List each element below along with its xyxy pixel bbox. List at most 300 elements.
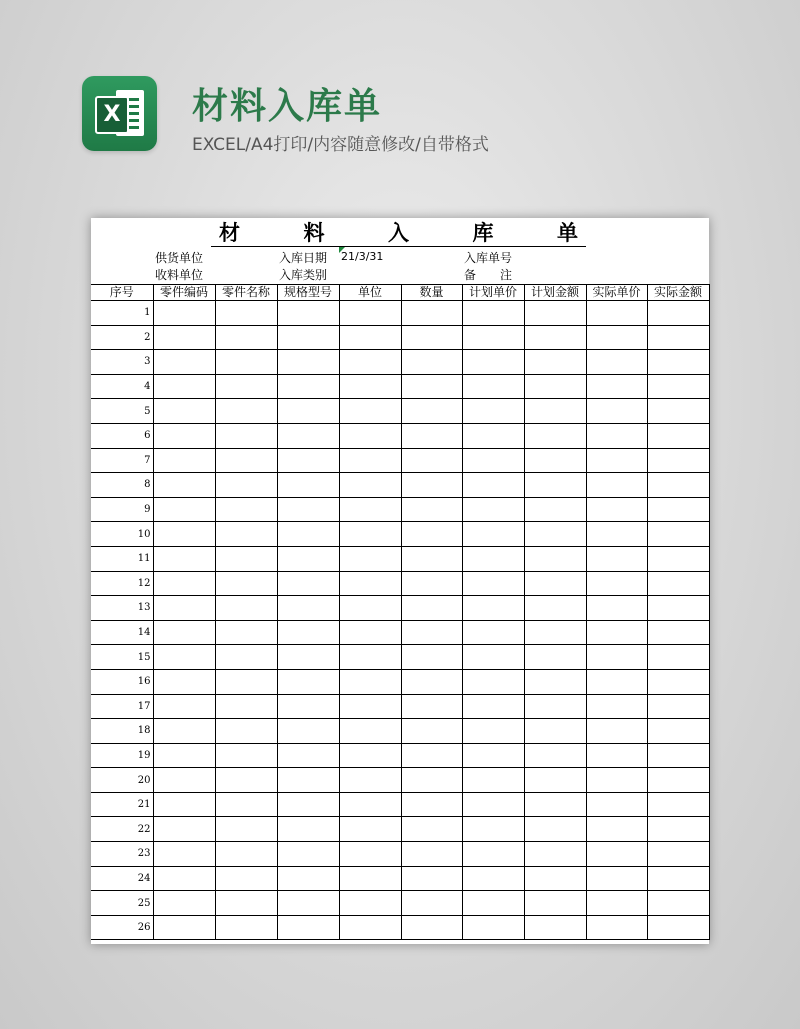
table-cell[interactable] bbox=[586, 350, 647, 375]
page-title: 材料入库单 bbox=[192, 86, 383, 127]
table-cell[interactable] bbox=[153, 301, 215, 326]
table-cell[interactable] bbox=[339, 719, 401, 744]
table-cell[interactable] bbox=[339, 866, 401, 891]
table-cell[interactable] bbox=[524, 571, 586, 596]
table-cell[interactable] bbox=[524, 325, 586, 350]
table-cell[interactable] bbox=[647, 817, 709, 842]
row-number-cell[interactable]: 8 bbox=[91, 473, 153, 498]
row-number-cell[interactable]: 19 bbox=[91, 743, 153, 768]
column-header: 单位 bbox=[339, 285, 401, 301]
row-number-cell[interactable]: 13 bbox=[91, 596, 153, 621]
row-number-cell[interactable]: 6 bbox=[91, 423, 153, 448]
table-cell[interactable] bbox=[586, 399, 647, 424]
row-number-cell[interactable]: 25 bbox=[91, 891, 153, 916]
table-cell[interactable] bbox=[215, 301, 277, 326]
table-cell[interactable] bbox=[462, 768, 524, 793]
table-row bbox=[91, 301, 709, 326]
table-cell[interactable] bbox=[647, 645, 709, 670]
table-row bbox=[91, 719, 709, 744]
item-table bbox=[91, 284, 710, 940]
table-cell[interactable] bbox=[401, 743, 462, 768]
table-cell[interactable] bbox=[586, 423, 647, 448]
table-cell[interactable] bbox=[153, 792, 215, 817]
table-row bbox=[91, 620, 709, 645]
table-cell[interactable] bbox=[586, 743, 647, 768]
table-cell[interactable] bbox=[586, 497, 647, 522]
table-cell[interactable] bbox=[586, 546, 647, 571]
table-cell[interactable] bbox=[277, 596, 339, 621]
table-cell[interactable] bbox=[462, 399, 524, 424]
table-cell[interactable] bbox=[215, 669, 277, 694]
row-number-cell[interactable]: 15 bbox=[91, 645, 153, 670]
table-cell[interactable] bbox=[339, 645, 401, 670]
row-number-cell[interactable]: 4 bbox=[91, 374, 153, 399]
table-cell[interactable] bbox=[277, 497, 339, 522]
table-cell[interactable] bbox=[586, 645, 647, 670]
table-cell[interactable] bbox=[277, 522, 339, 547]
table-cell[interactable] bbox=[277, 301, 339, 326]
table-cell[interactable] bbox=[153, 645, 215, 670]
table-cell[interactable] bbox=[215, 497, 277, 522]
table-cell[interactable] bbox=[339, 915, 401, 940]
row-number-cell[interactable]: 26 bbox=[91, 915, 153, 940]
table-cell[interactable] bbox=[277, 571, 339, 596]
row-number-cell[interactable]: 22 bbox=[91, 817, 153, 842]
table-row bbox=[91, 399, 709, 424]
table-cell[interactable] bbox=[277, 694, 339, 719]
table-cell[interactable] bbox=[339, 325, 401, 350]
table-cell[interactable] bbox=[586, 596, 647, 621]
row-number-cell[interactable]: 24 bbox=[91, 866, 153, 891]
table-cell[interactable] bbox=[215, 719, 277, 744]
table-cell[interactable] bbox=[524, 915, 586, 940]
table-cell[interactable] bbox=[401, 768, 462, 793]
table-cell[interactable] bbox=[277, 743, 339, 768]
table-cell[interactable] bbox=[215, 645, 277, 670]
table-cell[interactable] bbox=[339, 448, 401, 473]
table-cell[interactable] bbox=[153, 694, 215, 719]
table-cell[interactable] bbox=[153, 866, 215, 891]
table-cell[interactable] bbox=[339, 571, 401, 596]
table-cell[interactable] bbox=[339, 694, 401, 719]
spreadsheet-paper bbox=[91, 218, 709, 944]
table-cell[interactable] bbox=[647, 866, 709, 891]
table-cell[interactable] bbox=[153, 669, 215, 694]
document-title bbox=[211, 218, 586, 247]
document-title-char: 库 bbox=[472, 220, 494, 245]
table-cell[interactable] bbox=[586, 719, 647, 744]
table-cell[interactable] bbox=[153, 719, 215, 744]
row-number-cell[interactable]: 1 bbox=[91, 301, 153, 326]
column-header: 零件编码 bbox=[153, 285, 215, 301]
table-cell[interactable] bbox=[153, 423, 215, 448]
table-cell[interactable] bbox=[586, 669, 647, 694]
table-cell[interactable] bbox=[524, 423, 586, 448]
table-cell[interactable] bbox=[339, 891, 401, 916]
page-header bbox=[0, 0, 800, 200]
row-number-cell[interactable]: 14 bbox=[91, 620, 153, 645]
table-cell[interactable] bbox=[215, 768, 277, 793]
table-cell[interactable] bbox=[524, 694, 586, 719]
table-cell[interactable] bbox=[524, 374, 586, 399]
table-cell[interactable] bbox=[462, 842, 524, 867]
table-cell[interactable] bbox=[153, 497, 215, 522]
table-cell[interactable] bbox=[339, 792, 401, 817]
table-cell[interactable] bbox=[647, 768, 709, 793]
table-cell[interactable] bbox=[153, 325, 215, 350]
table-cell[interactable] bbox=[401, 645, 462, 670]
table-cell[interactable] bbox=[586, 473, 647, 498]
document-title-char: 入 bbox=[388, 220, 409, 245]
row-number-cell[interactable]: 20 bbox=[91, 768, 153, 793]
row-number-cell[interactable]: 21 bbox=[91, 792, 153, 817]
table-cell[interactable] bbox=[524, 473, 586, 498]
column-header: 实际单价 bbox=[586, 285, 647, 301]
row-number-cell[interactable]: 11 bbox=[91, 546, 153, 571]
table-cell[interactable] bbox=[462, 497, 524, 522]
table-cell[interactable] bbox=[586, 891, 647, 916]
table-cell[interactable] bbox=[462, 325, 524, 350]
table-cell[interactable] bbox=[647, 497, 709, 522]
table-cell[interactable] bbox=[401, 546, 462, 571]
table-cell[interactable] bbox=[462, 669, 524, 694]
table-cell[interactable] bbox=[339, 374, 401, 399]
table-cell[interactable] bbox=[277, 473, 339, 498]
table-cell[interactable] bbox=[586, 817, 647, 842]
table-row bbox=[91, 448, 709, 473]
table-cell[interactable] bbox=[586, 301, 647, 326]
table-cell[interactable] bbox=[524, 497, 586, 522]
table-cell[interactable] bbox=[647, 448, 709, 473]
table-row bbox=[91, 571, 709, 596]
table-cell[interactable] bbox=[647, 792, 709, 817]
table-cell[interactable] bbox=[339, 497, 401, 522]
table-cell[interactable] bbox=[401, 423, 462, 448]
table-cell[interactable] bbox=[153, 522, 215, 547]
table-cell[interactable] bbox=[462, 350, 524, 375]
table-cell[interactable] bbox=[339, 669, 401, 694]
table-cell[interactable] bbox=[524, 842, 586, 867]
table-cell[interactable] bbox=[153, 743, 215, 768]
table-cell[interactable] bbox=[401, 891, 462, 916]
table-cell[interactable] bbox=[586, 915, 647, 940]
table-cell[interactable] bbox=[647, 473, 709, 498]
table-cell[interactable] bbox=[215, 866, 277, 891]
table-cell[interactable] bbox=[524, 768, 586, 793]
table-cell[interactable] bbox=[277, 792, 339, 817]
table-cell[interactable] bbox=[339, 301, 401, 326]
table-cell[interactable] bbox=[277, 669, 339, 694]
table-row bbox=[91, 374, 709, 399]
table-cell[interactable] bbox=[277, 817, 339, 842]
table-cell[interactable] bbox=[647, 546, 709, 571]
table-cell[interactable] bbox=[277, 866, 339, 891]
table-cell[interactable] bbox=[215, 399, 277, 424]
row-number-cell[interactable]: 17 bbox=[91, 694, 153, 719]
table-row bbox=[91, 350, 709, 375]
table-cell[interactable] bbox=[647, 350, 709, 375]
table-cell[interactable] bbox=[524, 399, 586, 424]
table-cell[interactable] bbox=[462, 546, 524, 571]
table-cell[interactable] bbox=[586, 866, 647, 891]
table-cell[interactable] bbox=[215, 842, 277, 867]
table-cell[interactable] bbox=[215, 620, 277, 645]
table-cell[interactable] bbox=[215, 891, 277, 916]
date-label: 入库日期 bbox=[279, 251, 328, 265]
remark-label: 备 注 bbox=[464, 268, 513, 282]
table-cell[interactable] bbox=[462, 915, 524, 940]
table-cell[interactable] bbox=[153, 350, 215, 375]
table-cell[interactable] bbox=[153, 768, 215, 793]
table-cell[interactable] bbox=[462, 743, 524, 768]
table-cell[interactable] bbox=[153, 546, 215, 571]
table-cell[interactable] bbox=[524, 719, 586, 744]
table-cell[interactable] bbox=[462, 817, 524, 842]
table-cell[interactable] bbox=[586, 620, 647, 645]
table-cell[interactable] bbox=[647, 842, 709, 867]
table-cell[interactable] bbox=[524, 350, 586, 375]
table-cell[interactable] bbox=[339, 743, 401, 768]
table-cell[interactable] bbox=[153, 817, 215, 842]
table-cell[interactable] bbox=[339, 423, 401, 448]
table-cell[interactable] bbox=[153, 399, 215, 424]
table-cell[interactable] bbox=[277, 374, 339, 399]
table-cell[interactable] bbox=[462, 719, 524, 744]
table-cell[interactable] bbox=[647, 596, 709, 621]
table-cell[interactable] bbox=[524, 546, 586, 571]
table-cell[interactable] bbox=[277, 546, 339, 571]
page-subtitle: EXCEL/A4打印/内容随意修改/自带格式 bbox=[192, 135, 489, 155]
table-cell[interactable] bbox=[462, 448, 524, 473]
table-cell[interactable] bbox=[524, 620, 586, 645]
table-cell[interactable] bbox=[647, 915, 709, 940]
table-cell[interactable] bbox=[524, 792, 586, 817]
table-cell[interactable] bbox=[647, 620, 709, 645]
table-cell[interactable] bbox=[586, 571, 647, 596]
table-cell[interactable] bbox=[277, 915, 339, 940]
table-cell[interactable] bbox=[524, 645, 586, 670]
table-cell[interactable] bbox=[647, 325, 709, 350]
table-cell[interactable] bbox=[339, 596, 401, 621]
table-row bbox=[91, 645, 709, 670]
table-cell[interactable] bbox=[586, 694, 647, 719]
date-value[interactable]: 21/3/31 bbox=[341, 250, 384, 263]
table-cell[interactable] bbox=[153, 571, 215, 596]
table-cell[interactable] bbox=[401, 620, 462, 645]
table-row bbox=[91, 694, 709, 719]
table-cell[interactable] bbox=[401, 915, 462, 940]
table-cell[interactable] bbox=[462, 645, 524, 670]
row-number-cell[interactable]: 2 bbox=[91, 325, 153, 350]
table-cell[interactable] bbox=[401, 719, 462, 744]
table-row bbox=[91, 792, 709, 817]
table-cell[interactable] bbox=[462, 694, 524, 719]
excel-x-letter: X bbox=[95, 96, 129, 134]
table-cell[interactable] bbox=[215, 817, 277, 842]
column-header: 实际金额 bbox=[647, 285, 709, 301]
table-cell[interactable] bbox=[401, 792, 462, 817]
table-cell[interactable] bbox=[153, 473, 215, 498]
table-row bbox=[91, 768, 709, 793]
table-row bbox=[91, 891, 709, 916]
table-cell[interactable] bbox=[586, 325, 647, 350]
table-row bbox=[91, 596, 709, 621]
table-cell[interactable] bbox=[401, 325, 462, 350]
table-cell[interactable] bbox=[215, 743, 277, 768]
table-cell[interactable] bbox=[339, 768, 401, 793]
table-cell[interactable] bbox=[215, 374, 277, 399]
table-cell[interactable] bbox=[401, 842, 462, 867]
row-number-cell[interactable]: 9 bbox=[91, 497, 153, 522]
table-cell[interactable] bbox=[339, 473, 401, 498]
table-cell[interactable] bbox=[153, 842, 215, 867]
table-cell[interactable] bbox=[339, 817, 401, 842]
row-number-cell[interactable]: 3 bbox=[91, 350, 153, 375]
table-cell[interactable] bbox=[401, 350, 462, 375]
document-title-char: 单 bbox=[557, 220, 578, 245]
table-cell[interactable] bbox=[586, 448, 647, 473]
table-cell[interactable] bbox=[215, 522, 277, 547]
table-cell[interactable] bbox=[277, 399, 339, 424]
table-cell[interactable] bbox=[277, 768, 339, 793]
table-cell[interactable] bbox=[401, 374, 462, 399]
table-cell[interactable] bbox=[277, 448, 339, 473]
table-cell[interactable] bbox=[524, 817, 586, 842]
table-cell[interactable] bbox=[277, 620, 339, 645]
table-cell[interactable] bbox=[462, 522, 524, 547]
table-cell[interactable] bbox=[153, 891, 215, 916]
table-cell[interactable] bbox=[524, 866, 586, 891]
table-cell[interactable] bbox=[153, 620, 215, 645]
table-cell[interactable] bbox=[462, 596, 524, 621]
table-cell[interactable] bbox=[277, 842, 339, 867]
table-cell[interactable] bbox=[339, 350, 401, 375]
table-cell[interactable] bbox=[153, 596, 215, 621]
table-cell[interactable] bbox=[647, 374, 709, 399]
table-cell[interactable] bbox=[401, 571, 462, 596]
table-cell[interactable] bbox=[277, 891, 339, 916]
row-number-cell[interactable]: 12 bbox=[91, 571, 153, 596]
table-cell[interactable] bbox=[647, 694, 709, 719]
table-cell[interactable] bbox=[215, 325, 277, 350]
table-cell[interactable] bbox=[401, 817, 462, 842]
table-cell[interactable] bbox=[462, 571, 524, 596]
table-cell[interactable] bbox=[647, 522, 709, 547]
table-cell[interactable] bbox=[647, 669, 709, 694]
table-cell[interactable] bbox=[215, 423, 277, 448]
table-cell[interactable] bbox=[215, 571, 277, 596]
table-cell[interactable] bbox=[647, 423, 709, 448]
table-cell[interactable] bbox=[647, 743, 709, 768]
row-number-cell[interactable]: 23 bbox=[91, 842, 153, 867]
table-cell[interactable] bbox=[277, 325, 339, 350]
table-cell[interactable] bbox=[462, 374, 524, 399]
table-cell[interactable] bbox=[462, 423, 524, 448]
table-cell[interactable] bbox=[524, 448, 586, 473]
table-cell[interactable] bbox=[215, 546, 277, 571]
row-number-cell[interactable]: 10 bbox=[91, 522, 153, 547]
table-row bbox=[91, 423, 709, 448]
table-cell[interactable] bbox=[524, 596, 586, 621]
table-cell[interactable] bbox=[586, 522, 647, 547]
table-cell[interactable] bbox=[401, 497, 462, 522]
table-cell[interactable] bbox=[462, 866, 524, 891]
table-cell[interactable] bbox=[401, 473, 462, 498]
table-row bbox=[91, 842, 709, 867]
table-cell[interactable] bbox=[215, 915, 277, 940]
table-cell[interactable] bbox=[586, 792, 647, 817]
table-cell[interactable] bbox=[462, 891, 524, 916]
table-cell[interactable] bbox=[524, 891, 586, 916]
table-cell[interactable] bbox=[153, 915, 215, 940]
table-cell[interactable] bbox=[401, 866, 462, 891]
table-cell[interactable] bbox=[462, 473, 524, 498]
table-cell[interactable] bbox=[401, 448, 462, 473]
table-cell[interactable] bbox=[277, 645, 339, 670]
table-cell[interactable] bbox=[462, 620, 524, 645]
table-cell[interactable] bbox=[277, 350, 339, 375]
table-cell[interactable] bbox=[153, 374, 215, 399]
table-cell[interactable] bbox=[215, 473, 277, 498]
table-cell[interactable] bbox=[401, 399, 462, 424]
table-cell[interactable] bbox=[401, 694, 462, 719]
table-cell[interactable] bbox=[277, 719, 339, 744]
table-cell[interactable] bbox=[215, 792, 277, 817]
table-cell[interactable] bbox=[524, 743, 586, 768]
table-cell[interactable] bbox=[524, 522, 586, 547]
table-cell[interactable] bbox=[462, 792, 524, 817]
table-cell[interactable] bbox=[586, 374, 647, 399]
table-cell[interactable] bbox=[339, 546, 401, 571]
table-cell[interactable] bbox=[586, 768, 647, 793]
table-cell[interactable] bbox=[339, 399, 401, 424]
table-cell[interactable] bbox=[215, 350, 277, 375]
table-row bbox=[91, 473, 709, 498]
table-cell[interactable] bbox=[277, 423, 339, 448]
table-cell[interactable] bbox=[647, 399, 709, 424]
table-cell[interactable] bbox=[586, 842, 647, 867]
table-body bbox=[91, 301, 709, 940]
table-cell[interactable] bbox=[215, 596, 277, 621]
table-cell[interactable] bbox=[215, 694, 277, 719]
table-cell[interactable] bbox=[647, 891, 709, 916]
table-cell[interactable] bbox=[524, 669, 586, 694]
table-cell[interactable] bbox=[647, 301, 709, 326]
table-cell[interactable] bbox=[401, 522, 462, 547]
table-cell[interactable] bbox=[647, 571, 709, 596]
document-title-char: 材 bbox=[219, 220, 240, 245]
row-number-cell[interactable]: 16 bbox=[91, 669, 153, 694]
table-cell[interactable] bbox=[401, 301, 462, 326]
row-number-cell[interactable]: 7 bbox=[91, 448, 153, 473]
table-cell[interactable] bbox=[339, 842, 401, 867]
table-cell[interactable] bbox=[339, 522, 401, 547]
table-cell[interactable] bbox=[462, 301, 524, 326]
table-cell[interactable] bbox=[339, 620, 401, 645]
table-row bbox=[91, 522, 709, 547]
table-row bbox=[91, 743, 709, 768]
table-cell[interactable] bbox=[401, 596, 462, 621]
table-cell[interactable] bbox=[647, 719, 709, 744]
table-cell[interactable] bbox=[524, 301, 586, 326]
document-title-char: 料 bbox=[303, 220, 325, 245]
row-number-cell[interactable]: 5 bbox=[91, 399, 153, 424]
row-number-cell[interactable]: 18 bbox=[91, 719, 153, 744]
table-cell[interactable] bbox=[401, 669, 462, 694]
table-row bbox=[91, 546, 709, 571]
table-cell[interactable] bbox=[215, 448, 277, 473]
table-cell[interactable] bbox=[153, 448, 215, 473]
